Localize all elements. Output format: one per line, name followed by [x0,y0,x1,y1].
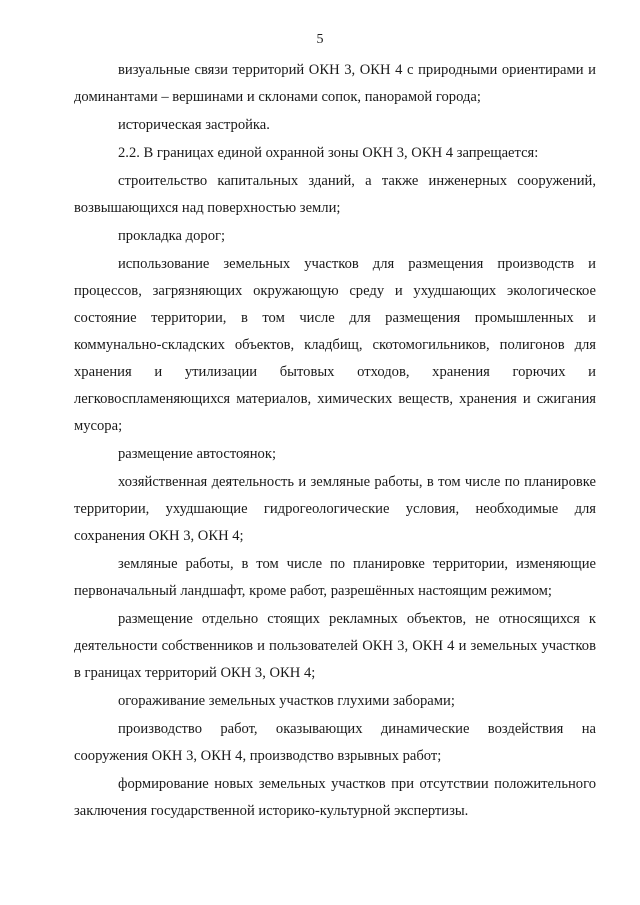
paragraph-fencing: огораживание земельных участков глухими заборами; [118,693,455,709]
paragraph-economic-activity: хозяйственная деятельность и земляные работы, в том числе по планировке территории, ухудшающие гидрогеологические условия, необходимые для сохранения ОКН 3, ОКН 4; [74,474,596,544]
page-number: 5 [316,32,324,47]
paragraph-parking: размещение автостоянок; [118,446,277,462]
document-body [74,57,596,825]
paragraph-visual-links: визуальные связи территорий ОКН 3, ОКН 4 с природными ориентирами и доминантами – вершинами и склонами сопок, панорамой города; [74,62,596,105]
paragraph-section-2-2-heading: 2.2. В границах единой охранной зоны ОКН 3, ОКН 4 запрещается: [118,145,539,161]
paragraph-dynamic-works: производство работ, оказывающих динамические воздействия на сооружения ОКН 3, ОКН 4, производство взрывных работ; [74,721,596,764]
paragraph-capital-construction: строительство капитальных зданий, а также инженерных сооружений, возвышающихся над поверхностью земли; [74,173,596,216]
paragraph-land-use: использование земельных участков для размещения производств и процессов, загрязняющих окружающую среду и ухудшающих экологическое состояние территории, в том числе для размещения промышленных и коммунально-складских объектов, кладбищ, скотомогильников, полигонов для хранения и утилизации бытовых отходов, хранения горючих и легковоспламеняющихся материалов, химических веществ, хранения и сжигания мусора; [74,256,596,434]
paragraph-new-land-plots: формирование новых земельных участков при отсутствии положительного заключения государственной историко-культурной экспертизы. [74,776,596,819]
paragraph-advertising: размещение отдельно стоящих рекламных объектов, не относящихся к деятельности собственников и пользователей ОКН 3, ОКН 4 и земельных участков в границах территорий ОКН 3, ОКН 4; [74,611,596,681]
paragraph-road-laying: прокладка дорог; [118,228,226,244]
paragraph-earthworks: земляные работы, в том числе по планировке территории, изменяющие первоначальный ландшафт, кроме работ, разрешённых настоящим режимом; [74,556,596,599]
paragraph-historic-buildings: историческая застройка. [118,117,270,133]
